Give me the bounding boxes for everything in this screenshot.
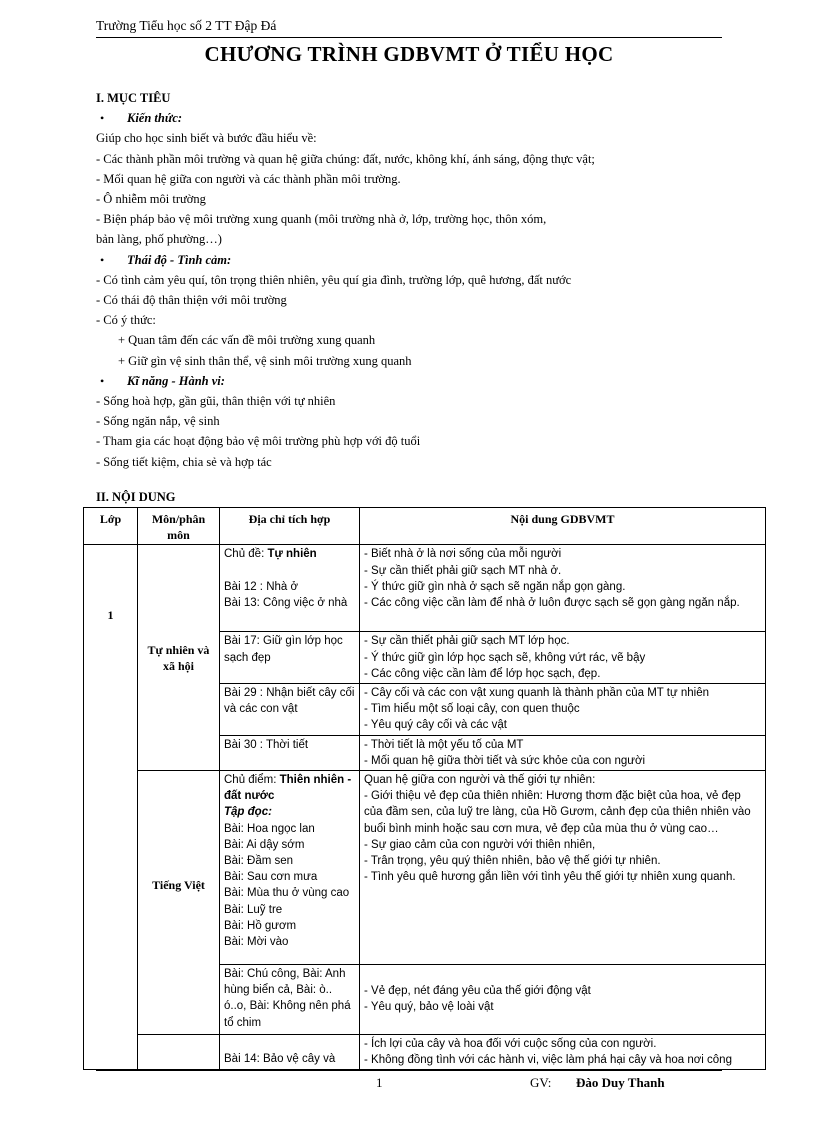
- table-row: [84, 771, 766, 965]
- attitude-item: - Có tình cảm yêu quí, tôn trọng thiên nhiên, yêu quí gia đình, trường lớp, quê hương, đất nước: [96, 272, 572, 287]
- content-line: - Mối quan hệ giữa thời tiết và sức khỏe của con người: [364, 754, 646, 767]
- integration-cell: [220, 771, 360, 965]
- content-line: - Vẻ đẹp, nét đáng yêu của thế giới động vật: [364, 985, 591, 998]
- header-integration: Địa chỉ tích hợp: [220, 508, 360, 545]
- topic-name: Tự nhiên: [267, 548, 317, 561]
- document-title: CHƯƠNG TRÌNH GDBVMT Ở TIỂU HỌC: [204, 42, 614, 66]
- skills-item: - Sống ngăn nắp, vệ sinh: [96, 414, 220, 429]
- skills-item: - Sống tiết kiệm, chia sẻ và hợp tác: [96, 454, 272, 469]
- section-1-heading: I. MỤC TIÊU: [96, 91, 171, 105]
- integration-cell: Bài 30 : Thời tiết: [220, 735, 360, 770]
- skills-heading: [96, 371, 736, 391]
- table-row: [84, 545, 766, 632]
- subject-cell-empty: [138, 1035, 220, 1070]
- subject-cell-tv: Tiếng Việt: [138, 771, 220, 1035]
- attitude-subitem: + Giữ gìn vệ sinh thân thể, vệ sinh môi trường xung quanh: [118, 353, 412, 368]
- knowledge-item: - Biện pháp bảo vệ môi trường xung quanh (môi trường nhà ở, lớp, trường học, thôn xóm,: [96, 212, 547, 227]
- header-grade: Lớp: [84, 508, 138, 545]
- content-line: - Các công việc cần làm để nhà ở luôn được sạch sẽ gọn gàng ngăn nắp.: [364, 597, 740, 610]
- content-line: - Sự cần thiết phải giữ sạch MT lớp học.: [364, 635, 570, 648]
- attitude-subitem: + Quan tâm đến các vấn đề môi trường xung quanh: [118, 333, 376, 348]
- attitude-label: Thái độ - Tình cảm:: [127, 252, 232, 267]
- content-line: - Yêu quý cây cối và các vật: [364, 719, 507, 732]
- content-table: [83, 507, 766, 1070]
- integration-cell: Bài: Chú công, Bài: Anh hùng biển cả, Bài: ò.. ó..o, Bài: Không nên phá tổ chim: [220, 965, 360, 1035]
- topic-name: Thiên nhiên - đất nước: [224, 774, 352, 803]
- knowledge-item: - Mối quan hệ giữa con người và các thành phần môi trường.: [96, 171, 401, 186]
- lesson-item: Bài: Sau cơn mưa: [224, 871, 318, 884]
- skills-label: Kĩ năng - Hành vi:: [127, 373, 225, 388]
- content-cell: [360, 545, 766, 632]
- footer-rule: [96, 1070, 722, 1071]
- content-cell: [360, 965, 766, 1035]
- content-cell: [360, 632, 766, 684]
- grade-cell: 1: [84, 545, 138, 1070]
- lesson-item: Bài: Luỹ tre: [224, 903, 283, 916]
- integration-cell: Bài 29 : Nhận biết cây cối và các con vật: [220, 684, 360, 736]
- content-line: - Các công việc cần làm để lớp học sạch, đẹp.: [364, 667, 601, 680]
- content-line: - Thời tiết là một yếu tố của MT: [364, 738, 524, 751]
- content-cell: [360, 771, 766, 965]
- content-cell: [360, 735, 766, 770]
- content-line: - Cây cối và các con vật xung quanh là thành phần của MT tự nhiên: [364, 687, 710, 700]
- content-line: Quan hệ giữa con người và thế giới tự nhiên:: [364, 774, 596, 787]
- header-rule: [96, 37, 722, 38]
- content-line: - Sự giao cảm của con người với thiên nhiên,: [364, 838, 596, 851]
- attitude-heading: [96, 250, 736, 270]
- knowledge-intro: Giúp cho học sinh biết và bước đầu hiểu về:: [96, 131, 317, 146]
- topic-label: Chủ đề:: [224, 548, 268, 561]
- knowledge-item: - Ô nhiễm môi trường: [96, 192, 206, 207]
- content-line: - Ích lợi của cây và hoa đối với cuộc sống của con người.: [364, 1038, 657, 1051]
- lesson-item: Bài 13: Công việc ở nhà: [224, 597, 348, 610]
- skills-item: - Tham gia các hoạt động bảo vệ môi trường phù hợp với độ tuổi: [96, 434, 421, 449]
- section-2-heading: II. NỘI DUNG: [96, 490, 176, 504]
- content-line: - Tìm hiểu một số loại cây, con quen thuộc: [364, 703, 580, 716]
- attitude-item: - Có ý thức:: [96, 313, 156, 328]
- subject-cell-tnxh: Tự nhiên và xã hội: [138, 545, 220, 771]
- topic-label: Chủ điểm:: [224, 774, 280, 787]
- school-header: Trường Tiểu học số 2 TT Đập Đá: [96, 18, 277, 33]
- knowledge-item: - Các thành phần môi trường và quan hệ giữa chúng: đất, nước, không khí, ánh sáng, động thực vật;: [96, 151, 595, 166]
- skills-item: - Sống hoà hợp, gần gũi, thân thiện với tự nhiên: [96, 394, 336, 409]
- reading-label: Tập đọc:: [224, 806, 272, 819]
- table-row: [84, 1035, 766, 1070]
- page-number: 1: [376, 1075, 383, 1090]
- section-objectives: [96, 88, 736, 472]
- lesson-item: Bài: Ai dậy sớm: [224, 838, 305, 851]
- header-subject: Môn/phân môn: [138, 508, 220, 545]
- content-line: - Yêu quý, bảo vệ loài vật: [364, 1001, 494, 1014]
- content-line: - Giới thiệu vẻ đẹp của thiên nhiên: Hương thơm đặc biệt của hoa, vẻ đẹp của đầm sen, của luỹ tre làng, của Hồ Gươm, cảnh đẹp của thiên nhiên vào buổi bình minh hoặc sau cơn mưa, vẻ đẹp của mùa thu ở vùng cao…: [364, 790, 751, 835]
- knowledge-label: Kiến thức:: [127, 111, 183, 126]
- author-name: Đào Duy Thanh: [576, 1075, 665, 1090]
- content-line: - Ý thức giữ gìn nhà ở sạch sẽ ngăn nắp gọn gàng.: [364, 580, 626, 593]
- integration-cell: Bài 17: Giữ gìn lớp học sạch đẹp: [220, 632, 360, 684]
- knowledge-heading: [96, 108, 736, 128]
- knowledge-item: bản làng, phố phường…): [96, 232, 222, 247]
- table-header-row: [84, 508, 766, 545]
- header-content: Nội dung GDBVMT: [360, 508, 766, 545]
- integration-cell: Bài 14: Bảo vệ cây và: [220, 1035, 360, 1070]
- content-line: - Tình yêu quê hương gắn liền với tình yêu thế giới tự nhiên xung quanh.: [364, 871, 736, 884]
- lesson-item: Bài: Mùa thu ở vùng cao: [224, 887, 350, 900]
- lesson-item: Bài: Hồ gươm: [224, 919, 297, 932]
- integration-cell: [220, 545, 360, 632]
- content-line: - Không đồng tình với các hành vi, việc làm phá hại cây và hoa nơi công: [364, 1054, 732, 1067]
- lesson-item: Bài: Hoa ngọc lan: [224, 822, 315, 835]
- content-line: - Trân trọng, yêu quý thiên nhiên, bảo vệ thế giới tự nhiên.: [364, 855, 661, 868]
- lesson-item: Bài: Đầm sen: [224, 855, 294, 868]
- content-cell: [360, 1035, 766, 1070]
- attitude-item: - Có thái độ thân thiện với môi trường: [96, 293, 287, 308]
- content-line: - Biết nhà ở là nơi sống của mỗi người: [364, 548, 562, 561]
- content-cell: [360, 684, 766, 736]
- content-line: - Ý thức giữ gìn lớp học sạch sẽ, không vứt rác, vẽ bậy: [364, 651, 646, 664]
- lesson-item: Bài 12 : Nhà ở: [224, 580, 299, 593]
- gv-label: GV:: [530, 1075, 552, 1090]
- lesson-item: Bài: Mời vào: [224, 936, 289, 949]
- content-line: - Sự cần thiết phải giữ sạch MT nhà ở.: [364, 564, 562, 577]
